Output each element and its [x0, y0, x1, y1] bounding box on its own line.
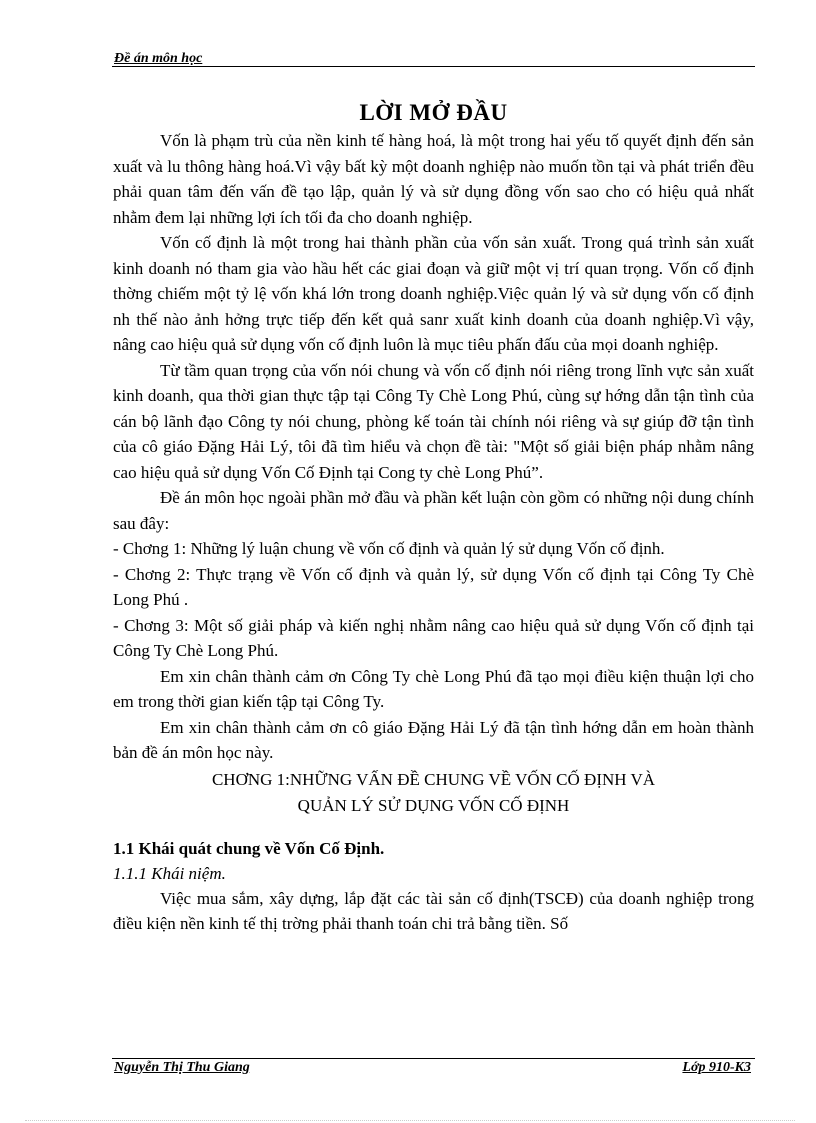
paragraph: Vốn là phạm trù của nền kinh tế hàng hoá, là một trong hai yếu tố quyết định đến sản xuất và lu thông hàng hoá.Vì vậy bất kỳ một doanh nghiệp nào muốn tồn tại và phát triển đều phải quan tâm đến vấn đề tạo lập, quản lý và sử dụng đồng vốn sao cho có hiệu quả nhất nhằm đem lại những lợi ích tối đa cho doanh nghiệp.	[113, 131, 754, 227]
thanks-paragraph: Em xin chân thành cảm ơn Công Ty chè Long Phú đã tạo mọi điều kiện thuận lợi cho em trong thời gian kiến tập tại Công Ty.	[113, 666, 754, 711]
page-title: LỜI MỞ ĐẦU	[359, 100, 508, 125]
subsection-heading: 1.1.1 Khái niệm.	[113, 863, 226, 883]
page-footer	[112, 1058, 755, 1075]
paragraph: Việc mua sắm, xây dựng, lắp đặt các tài sản cố định(TSCĐ) của doanh nghiệp trong điều kiện nền kinh tế thị trờng phải thanh toán chi trả bằng tiền. Số	[113, 888, 754, 933]
document-body	[113, 100, 754, 937]
chapter-list-item: - Chơng 3: Một số giải pháp và kiến nghị nhằm nâng cao hiệu quả sử dụng Vốn cố định tại Công Ty Chè Long Phú.	[113, 615, 754, 660]
chapter-list-item: - Chơng 2: Thực trạng về Vốn cố định và quản lý, sử dụng Vốn cố định tại Công Ty Chè Long Phú .	[113, 564, 754, 609]
chapter-list-item: - Chơng 1: Những lý luận chung về vốn cố định và quản lý sử dụng Vốn cố định.	[113, 539, 665, 558]
header-title: Đề án môn học	[114, 51, 203, 66]
thanks-paragraph: Em xin chân thành cảm ơn cô giáo Đặng Hải Lý đã tận tình hớng dẫn em hoàn thành bản đề án môn học này.	[113, 717, 754, 762]
page-header	[112, 46, 755, 67]
page-edge-divider	[25, 1120, 795, 1121]
section-heading: 1.1 Khái quát chung về Vốn Cố Định.	[113, 838, 385, 858]
paragraph: Vốn cố định là một trong hai thành phần của vốn sản xuất. Trong quá trình sản xuất kinh doanh nó tham gia vào hầu hết các giai đoạn và giữ một vị trí quan trọng. Vốn cố định thờng chiếm một tỷ lệ vốn khá lớn trong doanh nghiệp.Việc quản lý và sử dụng vốn cố định nh thế nào ảnh hởng trực tiếp đến kết quả sanr xuất kinh doanh của doanh nghiệp.Vì vậy, nâng cao hiệu quả sử dụng vốn cố định luôn là mục tiêu phấn đấu của mọi doanh nghiệp.	[113, 233, 754, 354]
chapter-heading-line2: QUẢN LÝ SỬ DỤNG VỐN CỐ ĐỊNH	[297, 795, 570, 815]
paragraph: Đề án môn học ngoài phần mở đầu và phần kết luận còn gồm có những nội dung chính sau đây:	[113, 488, 754, 533]
paragraph: Từ tầm quan trọng của vốn nói chung và vốn cố định nói riêng trong lĩnh vực sản xuất kinh doanh, qua thời gian thực tập tại Công Ty Chè Long Phú, cùng sự hớng dẫn tận tình của cán bộ lãnh đạo Công ty nói chung, phòng kế toán tài chính nói riêng và sự giúp đỡ tận tình của cô giáo Đặng Hải Lý, tôi đã tìm hiểu và chọn đề tài: "Một số giải biện pháp nhằm nâng cao hiệu quả sử dụng Vốn Cố Định tại Cong ty chè Long Phú”.	[113, 360, 754, 482]
chapter-heading-line1: CHƠNG 1:NHỮNG VẤN ĐỀ CHUNG VỀ VỐN CỐ ĐỊNH VÀ	[211, 769, 656, 789]
footer-author: Nguyễn Thị Thu Giang	[114, 1060, 250, 1075]
footer-class: Lớp 910-K3	[682, 1060, 751, 1075]
